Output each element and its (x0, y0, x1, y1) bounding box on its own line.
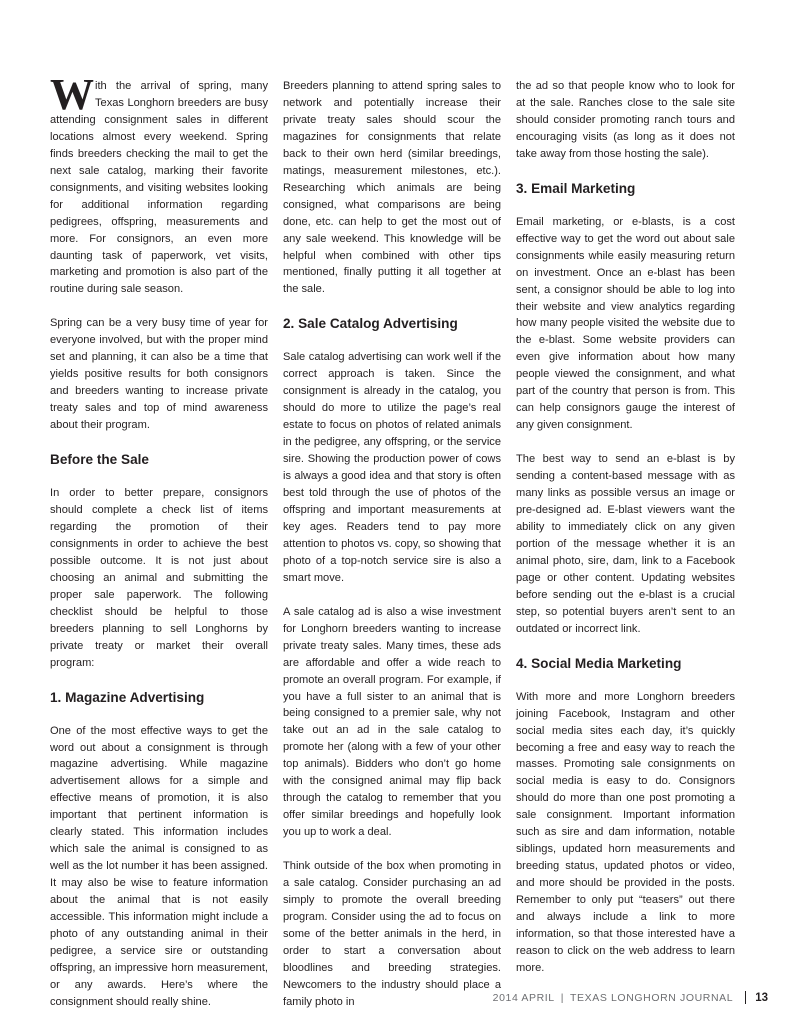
paragraph-magazine: One of the most effective ways to get the word out about a consignment is through magazine advertising. While magazine advertisement allows for a simple and effective means of promotion, it is also important that pertinent information is clearly stated. This information includes which sale the animal is consigned to as well as the lot number it has been assigned. It may also be wise to feature information about the animal that is not easily accessible. This information might include a photo of any outstanding animal in their pedigree, a service sire or outstanding offspring, an impressive horn measurement, or any awards. Here’s where the consignment should really shine. (50, 724, 268, 1008)
page-number: 13 (755, 991, 768, 1004)
heading-sale-catalog-advertising: 2. Sale Catalog Advertising (283, 316, 458, 332)
footer-separator: | (560, 991, 565, 1004)
paragraph-catalog-investment: A sale catalog ad is also a wise investment for Longhorn breeders wanting to increase private treaty sales. Many times, these ads are affordable and offer a wide reach to promote an overall program. For example, if you have a full sister to an animal that is being consigned to a premier sale, why not take out an ad in the sale catalog to promote her (along with a few of your other top animals). Bidders who don’t go home with the consigned animal may flip back through the catalog to remember that you offer similar breedings and hopefully look you up to work a deal. (283, 605, 501, 839)
paragraph-social: With more and more Longhorn breeders joining Facebook, Instagram and other social media sites each day, it’s quickly becoming a free and easy way to reach the masses. Promoting sale consignments on social media is easy to do. Consignors should do more than one post promoting a sale consignment. Important information such as sire and dam information, notable siblings, updated horn measurements and breeding status, updated photos or video, and more should be provided in the posts. Remember to only put “teasers” out there and always include a link to more information, so that those interested have a reason to click on the web address to learn more. (516, 690, 735, 974)
heading-before-the-sale: Before the Sale (50, 452, 149, 468)
footer-issue: 2014 APRIL (492, 991, 555, 1004)
page-footer (493, 991, 768, 1004)
paragraph-checklist: In order to better prepare, consignors should complete a check list of items regarding the promotion of their consignments in order to achieve the best possible outcome. It is not just about choosing an animal and submitting the proper sale paperwork. The following checklist should be helpful to those breeders planning to sell Longhorns by private treaty or market their overall program: (50, 487, 268, 669)
column-2 (283, 78, 501, 1028)
heading-email-marketing: 3. Email Marketing (516, 180, 636, 196)
paragraph-spring: Spring can be a very busy time of year for everyone involved, but with the proper mind set and planning, it can also be a time that yields positive results for both consignors and breeders wanting to increase private treaty sales and top of mind awareness about their program. (50, 317, 268, 432)
heading-magazine-advertising: 1. Magazine Advertising (50, 689, 205, 705)
footer-publication: TEXAS LONGHORN JOURNAL (570, 991, 734, 1004)
drop-cap: W (50, 70, 94, 119)
intro-paragraph (50, 70, 268, 298)
paragraph-catalog: Sale catalog advertising can work well if the correct approach is taken. Since the consignment is already in the catalog, you should do more to utilize the page’s real estate to focus on photos of related animals in the pedigree, any offspring, or the service sire. Showing the production power of cows is always a good idea and that story is often best told through the use of photos of the offspring and important measurements at key ages. Readers tend to pay more attention to photos vs. copy, so showing that photo of a top-notch service sire is also a smart move. (283, 351, 501, 584)
column-1 (50, 70, 268, 1028)
paragraph-eblast: The best way to send an e-blast is by sending a content-based message with as many links as possible versus an image or pre-designed ad. E-blast viewers want the ability to immediately click on any given portion of the message whether it is an animal photo, sire, dam, link to a Facebook page or other content. Updating websites before sending out the e-blast is a crucial step, so potential buyers aren’t sent to an outdated or incorrect link. (516, 453, 735, 635)
footer-divider (745, 991, 746, 1004)
paragraph-email: Email marketing, or e-blasts, is a cost effective way to get the word out about sale consignments while easily measuring return on investment. Once an e-blast has been sent, a consignor should be able to log into their website and view analytics regarding how many people visited the website due to the e-blast. Some website providers can even give information about how many people viewed the consignment, and what part of the country that person is from. This can help consignors gauge the interest of any given consignment. (516, 215, 735, 432)
intro-text: ith the arrival of spring, many Texas Longhorn breeders are busy attending consignment sales in different locations almost every weekend. Spring finds breeders checking the mail to get the next sale catalog, marking their favorite consignments, and visiting websites looking for additional information regarding pedigrees, offspring, measurements and more. For consignors, an even more daunting task of paperwork, vet visits, marketing and promotion is also part of the routine during sale season. (50, 80, 268, 296)
paragraph-breeders: Breeders planning to attend spring sales to network and potentially increase their private treaty sales should scour the magazines for consignments that relate back to their own herd (similar breedings, matings, measurement milestones, etc.). Researching which animals are being consigned, what comparisons are being done, etc. can help to get the most out of any sale weekend. This knowledge will be helpful when combined with other tips mentioned, finally putting it all together at the sale. (283, 80, 501, 296)
paragraph-outside-box: Think outside of the box when promoting in a sale catalog. Consider purchasing an ad simply to promote the overall breeding program. Consider using the ad to focus on some of the better animals in the herd, in order to start a conversation about bloodlines and breeding strategies. Newcomers to the industry should place a family photo in (283, 860, 501, 1008)
column-3 (516, 78, 735, 994)
heading-social-media-marketing: 4. Social Media Marketing (516, 655, 682, 671)
paragraph-ad-continued: the ad so that people know who to look for at the sale. Ranches close to the sale site should consider promoting ranch tours and encouraging visits (as long as it does not take away from those hosting the sale). (516, 80, 735, 160)
